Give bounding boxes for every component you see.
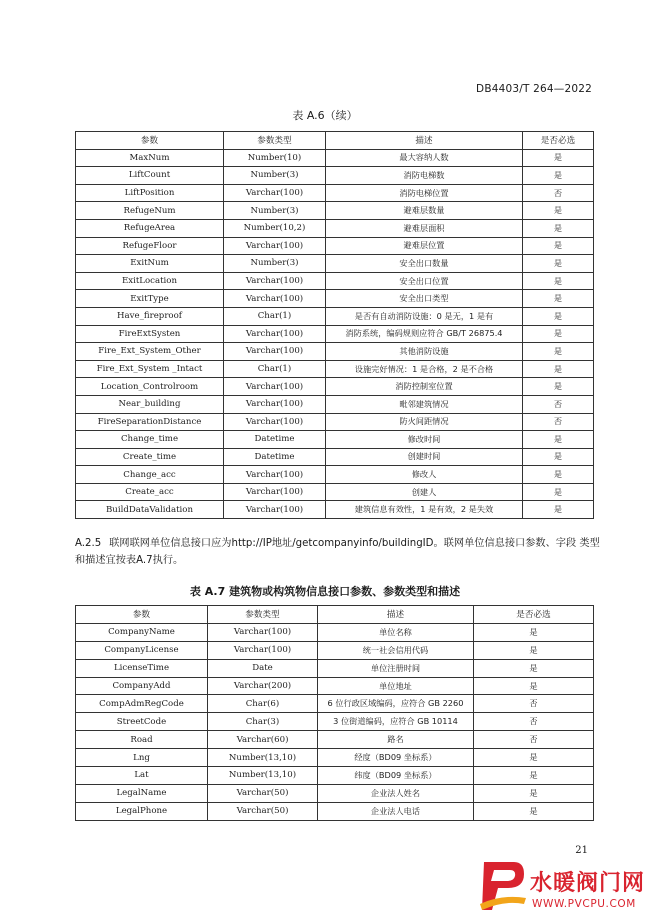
table-row bbox=[76, 272, 594, 290]
table-cell: Varchar(100) bbox=[224, 325, 326, 343]
table-row bbox=[76, 413, 594, 431]
table-row bbox=[76, 167, 594, 185]
table-cell: LegalName bbox=[76, 784, 208, 802]
table-cell: Create_acc bbox=[76, 483, 224, 501]
table-row bbox=[76, 149, 594, 167]
table-cell: 避难层面积 bbox=[326, 219, 523, 237]
column-header: 参数 bbox=[76, 606, 208, 624]
table-cell: CompanyAdd bbox=[76, 677, 208, 695]
table-cell: 是 bbox=[474, 623, 594, 641]
table-cell: 企业法人电话 bbox=[318, 802, 474, 820]
table-cell: 是 bbox=[474, 749, 594, 767]
table-row bbox=[76, 343, 594, 361]
table-cell: 是 bbox=[523, 343, 594, 361]
table-cell: 是 bbox=[474, 677, 594, 695]
table-cell: 否 bbox=[474, 695, 594, 713]
document-code: DB4403/T 264—2022 bbox=[476, 83, 592, 95]
column-header: 是否必选 bbox=[474, 606, 594, 624]
table-cell: Varchar(100) bbox=[224, 272, 326, 290]
table-cell: 纬度（BD09 坐标系） bbox=[318, 767, 474, 785]
table-cell: Number(3) bbox=[224, 255, 326, 273]
table-cell: Number(10,2) bbox=[224, 219, 326, 237]
table-cell: 是 bbox=[523, 431, 594, 449]
table-row bbox=[76, 483, 594, 501]
table-cell: 安全出口数量 bbox=[326, 255, 523, 273]
column-header: 参数 bbox=[76, 132, 224, 150]
table-row bbox=[76, 184, 594, 202]
table-cell: Varchar(100) bbox=[224, 184, 326, 202]
table-cell: 是 bbox=[474, 767, 594, 785]
table-cell: 6 位行政区域编码，应符合 GB 2260 bbox=[318, 695, 474, 713]
table-cell: Location_Controlroom bbox=[76, 378, 224, 396]
table-cell: Varchar(50) bbox=[208, 802, 318, 820]
table-cell: FireExtSysten bbox=[76, 325, 224, 343]
table-cell: 否 bbox=[523, 413, 594, 431]
table-cell: Datetime bbox=[224, 448, 326, 466]
table-cell: 单位注册时间 bbox=[318, 659, 474, 677]
table-row bbox=[76, 623, 594, 641]
table-cell: 是 bbox=[523, 378, 594, 396]
table-cell: 其他消防设施 bbox=[326, 343, 523, 361]
table-cell: LicenseTime bbox=[76, 659, 208, 677]
watermark-brand: 水暖阀门网 bbox=[530, 871, 646, 896]
table-cell: Char(3) bbox=[208, 713, 318, 731]
table-cell: Number(10) bbox=[224, 149, 326, 167]
table-row bbox=[76, 641, 594, 659]
table-cell: 是 bbox=[523, 149, 594, 167]
table-cell: 消防电梯位置 bbox=[326, 184, 523, 202]
table-cell: Varchar(100) bbox=[224, 237, 326, 255]
table-cell: 避难层数量 bbox=[326, 202, 523, 220]
table-cell: 是 bbox=[523, 167, 594, 185]
watermark-url: WWW.PVCPU.COM bbox=[532, 898, 636, 910]
table-row bbox=[76, 360, 594, 378]
table-cell: 是 bbox=[474, 784, 594, 802]
table-cell: Char(1) bbox=[224, 360, 326, 378]
table-cell: Lat bbox=[76, 767, 208, 785]
table-row bbox=[76, 659, 594, 677]
table-cell: RefugeArea bbox=[76, 219, 224, 237]
table-cell: 修改人 bbox=[326, 466, 523, 484]
table-cell: Varchar(100) bbox=[224, 483, 326, 501]
table-row bbox=[76, 802, 594, 820]
table-cell: CompAdmRegCode bbox=[76, 695, 208, 713]
table-cell: LegalPhone bbox=[76, 802, 208, 820]
table-row bbox=[76, 448, 594, 466]
column-header: 描述 bbox=[326, 132, 523, 150]
table-a7 bbox=[75, 605, 594, 821]
table-cell: Varchar(100) bbox=[208, 641, 318, 659]
table-cell: Varchar(100) bbox=[224, 378, 326, 396]
table-row bbox=[76, 695, 594, 713]
table-cell: 是 bbox=[523, 325, 594, 343]
table-cell: Varchar(100) bbox=[224, 501, 326, 519]
table-cell: 防火间距情况 bbox=[326, 413, 523, 431]
table-cell: LiftCount bbox=[76, 167, 224, 185]
brand-logo-icon bbox=[478, 858, 528, 914]
table-cell: CompanyName bbox=[76, 623, 208, 641]
table-cell: 是 bbox=[474, 641, 594, 659]
table-cell: 否 bbox=[523, 395, 594, 413]
table-cell: 是 bbox=[523, 255, 594, 273]
table-cell: 安全出口位置 bbox=[326, 272, 523, 290]
table-row bbox=[76, 378, 594, 396]
table-row bbox=[76, 749, 594, 767]
table-cell: Number(3) bbox=[224, 167, 326, 185]
table-cell: Number(13,10) bbox=[208, 749, 318, 767]
section-number: A.2.5 bbox=[75, 538, 102, 549]
table-cell: Char(1) bbox=[224, 307, 326, 325]
table-header-row bbox=[76, 606, 594, 624]
table-cell: RefugeNum bbox=[76, 202, 224, 220]
table-cell: 是 bbox=[523, 501, 594, 519]
table-cell: 是 bbox=[474, 802, 594, 820]
table-cell: Varchar(50) bbox=[208, 784, 318, 802]
table-cell: Change_acc bbox=[76, 466, 224, 484]
table-row bbox=[76, 290, 594, 308]
table-cell: Varchar(100) bbox=[224, 466, 326, 484]
table-cell: CompanyLicense bbox=[76, 641, 208, 659]
table-row bbox=[76, 255, 594, 273]
table-cell: 毗邻建筑情况 bbox=[326, 395, 523, 413]
table-cell: 是 bbox=[523, 466, 594, 484]
table-row bbox=[76, 395, 594, 413]
table-cell: Road bbox=[76, 731, 208, 749]
table-cell: 路名 bbox=[318, 731, 474, 749]
table-cell: 经度（BD09 坐标系） bbox=[318, 749, 474, 767]
table-row bbox=[76, 202, 594, 220]
table-cell: Varchar(100) bbox=[224, 290, 326, 308]
table-cell: 是 bbox=[523, 272, 594, 290]
table-cell: Number(3) bbox=[224, 202, 326, 220]
column-header: 是否必选 bbox=[523, 132, 594, 150]
table-cell: Varchar(100) bbox=[208, 623, 318, 641]
column-header: 描述 bbox=[318, 606, 474, 624]
table-row bbox=[76, 677, 594, 695]
table-cell: 否 bbox=[474, 713, 594, 731]
table-cell: Date bbox=[208, 659, 318, 677]
table-cell: 消防系统，编码规则应符合 GB/T 26875.4 bbox=[326, 325, 523, 343]
table-cell: 避难层位置 bbox=[326, 237, 523, 255]
table-cell: Create_time bbox=[76, 448, 224, 466]
table-cell: 是 bbox=[474, 659, 594, 677]
table-cell: 单位地址 bbox=[318, 677, 474, 695]
table-cell: 是 bbox=[523, 290, 594, 308]
table-cell: 最大容纳人数 bbox=[326, 149, 523, 167]
table-cell: Varchar(100) bbox=[224, 413, 326, 431]
table-cell: FireSeparationDistance bbox=[76, 413, 224, 431]
table-row bbox=[76, 237, 594, 255]
table-cell: 是 bbox=[523, 307, 594, 325]
table-cell: 创建时间 bbox=[326, 448, 523, 466]
table-cell: MaxNum bbox=[76, 149, 224, 167]
table-row bbox=[76, 307, 594, 325]
table-cell: Have_fireproof bbox=[76, 307, 224, 325]
table-cell: Number(13,10) bbox=[208, 767, 318, 785]
table-cell: Datetime bbox=[224, 431, 326, 449]
table-cell: ExitType bbox=[76, 290, 224, 308]
table-cell: 消防电梯数 bbox=[326, 167, 523, 185]
table-row bbox=[76, 731, 594, 749]
table-row bbox=[76, 325, 594, 343]
table-row bbox=[76, 784, 594, 802]
table-cell: RefugeFloor bbox=[76, 237, 224, 255]
table-cell: 统一社会信用代码 bbox=[318, 641, 474, 659]
column-header: 参数类型 bbox=[224, 132, 326, 150]
column-header: 参数类型 bbox=[208, 606, 318, 624]
table-row bbox=[76, 713, 594, 731]
table-row bbox=[76, 431, 594, 449]
section-a25-paragraph bbox=[75, 535, 605, 569]
table-cell: Fire_Ext_System_Other bbox=[76, 343, 224, 361]
table-cell: Varchar(60) bbox=[208, 731, 318, 749]
table-cell: ExitLocation bbox=[76, 272, 224, 290]
section-text: 联网联网单位信息接口应为http://IP地址/getcompanyinfo/buildingID。联网单位信息接口参数、字段 类型和描述宜按表A.7执行。 bbox=[75, 538, 600, 566]
table-row bbox=[76, 767, 594, 785]
table-cell: 设施完好情况：1 是合格，2 是不合格 bbox=[326, 360, 523, 378]
table-cell: 安全出口类型 bbox=[326, 290, 523, 308]
table-cell: Change_time bbox=[76, 431, 224, 449]
site-watermark bbox=[472, 858, 650, 919]
table-cell: BuildDataValidation bbox=[76, 501, 224, 519]
table-row bbox=[76, 466, 594, 484]
table-cell: 消防控制室位置 bbox=[326, 378, 523, 396]
table-a7-title: 表 A.7 建筑物或构筑物信息接口参数、参数类型和描述 bbox=[189, 585, 461, 598]
table-row bbox=[76, 219, 594, 237]
table-cell: Varchar(100) bbox=[224, 343, 326, 361]
table-cell: 是 bbox=[523, 448, 594, 466]
table-cell: 是 bbox=[523, 237, 594, 255]
table-header-row bbox=[76, 132, 594, 150]
table-a6-title: 表 A.6（续） bbox=[292, 109, 358, 122]
table-cell: StreetCode bbox=[76, 713, 208, 731]
table-cell: 修改时间 bbox=[326, 431, 523, 449]
table-cell: 3 位街道编码，应符合 GB 10114 bbox=[318, 713, 474, 731]
table-cell: Fire_Ext_System _Intact bbox=[76, 360, 224, 378]
table-cell: 否 bbox=[523, 184, 594, 202]
table-a6 bbox=[75, 131, 594, 519]
table-cell: 是 bbox=[523, 360, 594, 378]
table-cell: Lng bbox=[76, 749, 208, 767]
table-cell: 是 bbox=[523, 219, 594, 237]
table-cell: 是 bbox=[523, 202, 594, 220]
table-cell: 企业法人姓名 bbox=[318, 784, 474, 802]
table-cell: 是 bbox=[523, 483, 594, 501]
table-cell: LiftPosition bbox=[76, 184, 224, 202]
table-row bbox=[76, 501, 594, 519]
table-cell: Char(6) bbox=[208, 695, 318, 713]
table-cell: 建筑信息有效性，1 是有效，2 是失效 bbox=[326, 501, 523, 519]
table-cell: ExitNum bbox=[76, 255, 224, 273]
table-cell: Varchar(100) bbox=[224, 395, 326, 413]
table-cell: Near_building bbox=[76, 395, 224, 413]
page-number: 21 bbox=[575, 845, 588, 856]
table-cell: 单位名称 bbox=[318, 623, 474, 641]
table-cell: Varchar(200) bbox=[208, 677, 318, 695]
table-cell: 是否有自动消防设施：0 是无，1 是有 bbox=[326, 307, 523, 325]
table-cell: 创建人 bbox=[326, 483, 523, 501]
table-cell: 否 bbox=[474, 731, 594, 749]
